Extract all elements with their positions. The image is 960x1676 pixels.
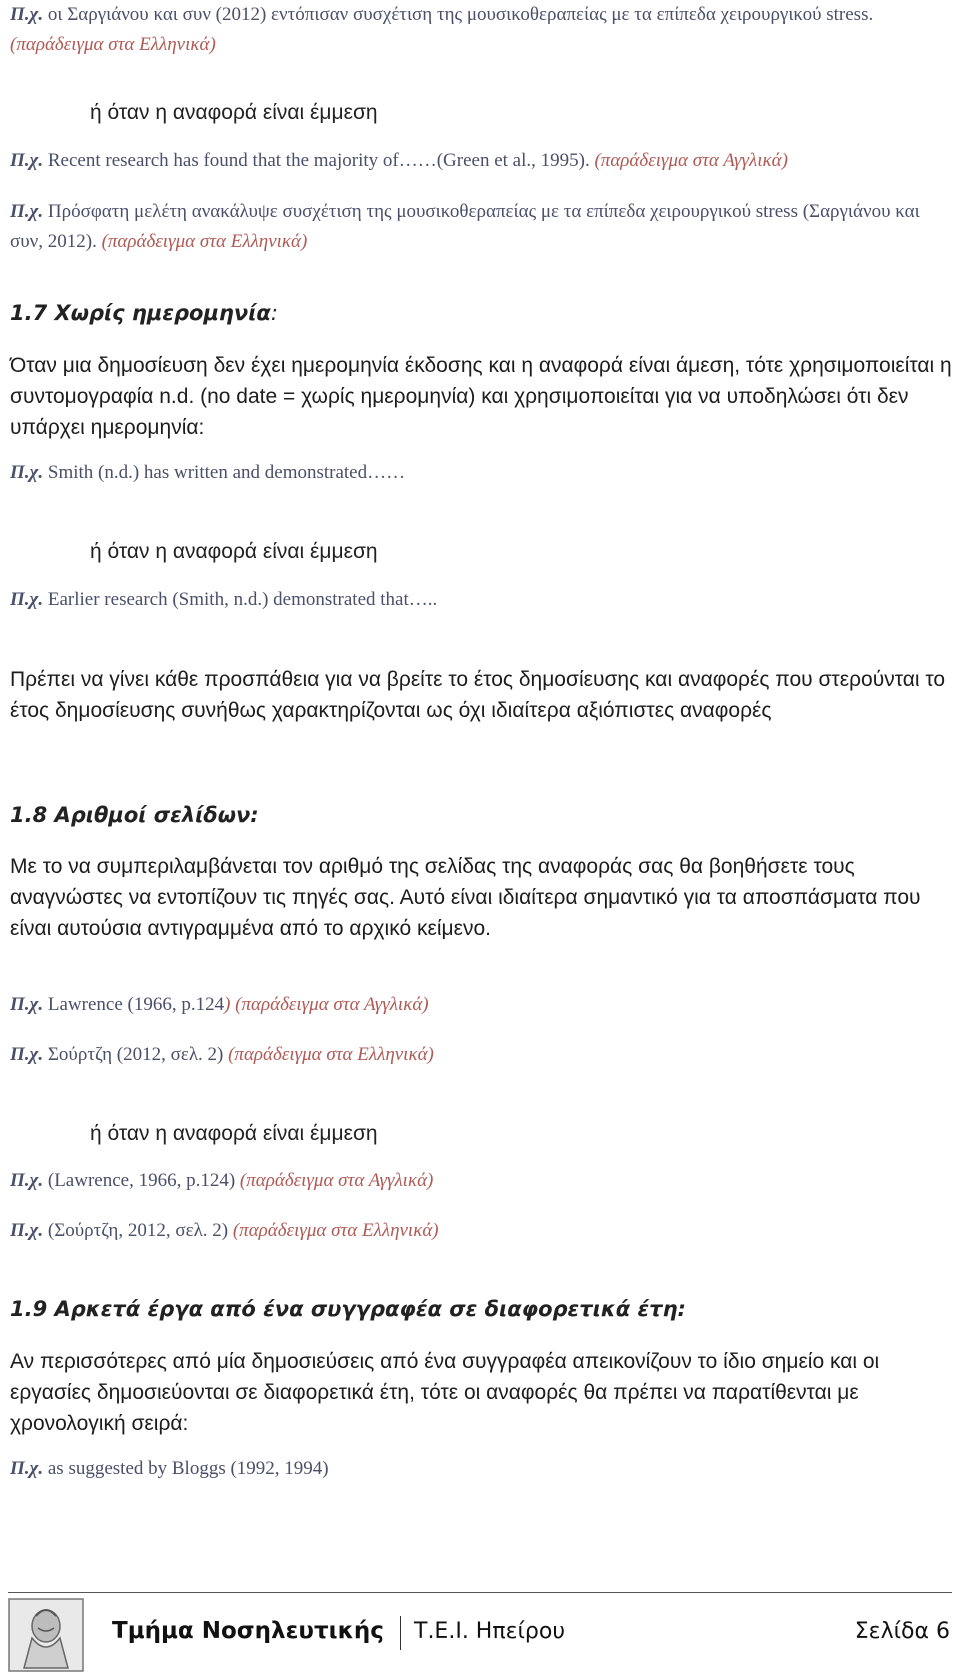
example-label: Π.χ.: [10, 1220, 44, 1241]
example-label: Π.χ.: [10, 150, 44, 171]
page-number: Σελίδα 6: [854, 1619, 950, 1644]
example-paragraph: [10, 0, 952, 60]
footer-separator: [400, 1616, 401, 1650]
example-note: (παράδειγμα στα Αγγλικά): [239, 1170, 434, 1191]
department-name: Τμήμα Νοσηλευτικής: [112, 1618, 384, 1644]
example-label: Π.χ.: [10, 462, 44, 483]
example-paragraph: [10, 1166, 952, 1196]
heading-title: 1.9 Αρκετά έργα από ένα συγγραφέα σε διαφορετικά έτη:: [10, 1297, 686, 1321]
example-text: οι Σαργιάνου και συν (2012) εντόπισαν συσχέτιση της μουσικοθεραπείας με τα επίπεδα χειρουργικού stress.: [43, 4, 874, 25]
example-paragraph: [10, 1454, 952, 1484]
example-label: Π.χ.: [10, 589, 44, 610]
example-paragraph: [10, 146, 952, 176]
section-heading-1-8: [10, 800, 952, 830]
heading-title: 1.7 Χωρίς ημερομηνία: [10, 301, 271, 325]
indirect-reference-note: ή όταν η αναφορά είναι έμμεση: [90, 1122, 378, 1145]
example-paragraph: [10, 990, 952, 1020]
example-label: Π.χ.: [10, 1044, 44, 1065]
section-heading-1-7: [10, 298, 952, 328]
page-footer: [0, 1592, 960, 1676]
example-label: Π.χ.: [10, 4, 44, 25]
example-label: Π.χ.: [10, 201, 44, 222]
example-label: Π.χ.: [10, 1458, 44, 1479]
example-text: Πρόσφατη μελέτη ανακάλυψε συσχέτιση της μουσικοθεραπείας με τα επίπεδα χειρουργικού stress (Σαργιάνου και συν, 2012).: [10, 201, 920, 252]
footer-divider: [8, 1592, 952, 1593]
example-note: (παράδειγμα στα Ελληνικά): [10, 34, 216, 55]
section-heading-1-9: [10, 1294, 952, 1324]
body-paragraph: Με το να συμπεριλαμβάνεται τον αριθμό της σελίδας της αναφοράς σας θα βοηθήσετε τους αναγνώστες να εντοπίζουν τις πηγές σας. Αυτό είναι ιδιαίτερα σημαντικό για τα αποσπάσματα που είναι αυτούσια αντιγραμμένα από το αρχικό κείμενο.: [10, 855, 921, 940]
example-label: Π.χ.: [10, 1170, 44, 1191]
heading-colon: :: [270, 301, 278, 325]
example-paragraph: [10, 1040, 952, 1070]
example-text: Lawrence (1966, p.124: [43, 994, 225, 1015]
institution-name: Τ.Ε.Ι. Ηπείρου: [414, 1619, 566, 1644]
body-paragraph: Πρέπει να γίνει κάθε προσπάθεια για να βρείτε το έτος δημοσίευσης και αναφορές που στερούνται το έτος δημοσίευσης συνήθως χαρακτηρίζονται ως όχι ιδιαίτερα αξιόπιστες αναφορές: [10, 668, 946, 722]
example-note: (παράδειγμα στα Αγγλικά): [594, 150, 788, 171]
example-text: as suggested by Bloggs (1992, 1994): [43, 1458, 329, 1479]
heading-title: 1.8 Αριθμοί σελίδων:: [10, 803, 259, 827]
example-paragraph: [10, 1216, 952, 1246]
example-text: Smith (n.d.) has written and demonstrated……: [43, 462, 406, 483]
university-crest-icon: [8, 1598, 84, 1672]
example-text: Σούρτζη (2012, σελ. 2): [43, 1044, 229, 1065]
example-text: (Lawrence, 1966, p.124): [43, 1170, 240, 1191]
indirect-reference-note: ή όταν η αναφορά είναι έμμεση: [90, 540, 378, 563]
example-note: (παράδειγμα στα Ελληνικά): [228, 1044, 434, 1065]
example-paragraph: [10, 585, 952, 615]
example-note: (παράδειγμα στα Ελληνικά): [101, 231, 308, 252]
body-paragraph: Όταν μια δημοσίευση δεν έχει ημερομηνία έκδοσης και η αναφορά είναι άμεση, τότε χρησιμοποιείται η συντομογραφία n.d. (no date = χωρίς ημερομηνία) και χρησιμοποιείται για να υποδηλώσει ότι δεν υπάρχει ημερομηνία:: [10, 354, 952, 439]
example-text: (Σούρτζη, 2012, σελ. 2): [43, 1220, 233, 1241]
body-paragraph: Αν περισσότερες από μία δημοσιεύσεις από ένα συγγραφέα απεικονίζουν το ίδιο σημείο και οι εργασίες δημοσιεύονται σε διαφορετικά έτη, τότε οι αναφορές θα πρέπει να παρατίθενται με χρονολογική σειρά:: [10, 1350, 880, 1435]
example-text: Recent research has found that the majority of……(Green et al., 1995).: [43, 150, 595, 171]
example-note: ) (παράδειγμα στα Αγγλικά): [224, 994, 429, 1015]
indirect-reference-note: ή όταν η αναφορά είναι έμμεση: [90, 101, 378, 124]
example-label: Π.χ.: [10, 994, 44, 1015]
example-paragraph: [10, 197, 952, 257]
example-paragraph: [10, 458, 952, 488]
example-text: Earlier research (Smith, n.d.) demonstrated that…..: [43, 589, 438, 610]
example-note: (παράδειγμα στα Ελληνικά): [232, 1220, 439, 1241]
